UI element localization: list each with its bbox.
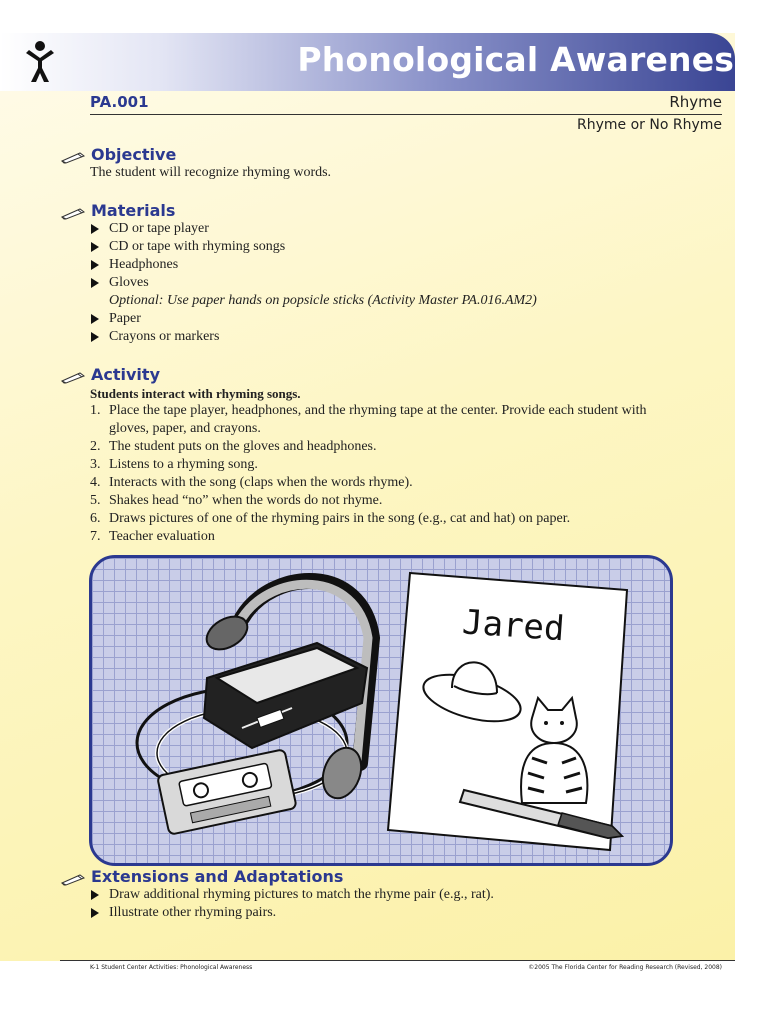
triangle-bullet-icon (91, 260, 99, 270)
cassette-icon (157, 749, 297, 835)
footer-left-text: K-1 Student Center Activities: Phonological Awareness (90, 964, 253, 971)
activity-intro: Students interact with rhyming songs. (90, 386, 301, 401)
activity-illustration (89, 555, 673, 866)
list-item: CD or tape with rhyming songs (90, 238, 537, 256)
list-item: Gloves (90, 274, 537, 292)
tape-player-icon (204, 643, 367, 748)
code-row (90, 92, 722, 115)
optional-note: Optional: Use paper hands on popsicle sticks (Activity Master PA.016.AM2) (109, 293, 537, 308)
materials-heading (60, 200, 175, 220)
materials-title: Materials (91, 200, 176, 220)
pencil-icon (60, 370, 88, 384)
list-item: Draw additional rhyming pictures to match the rhyme pair (e.g., rat). (90, 886, 494, 904)
person-icon (22, 40, 58, 84)
pencil-icon (60, 150, 88, 164)
subtopic-label: Rhyme or No Rhyme (577, 117, 722, 133)
step-item: 5. Shakes head “no” when the words do not rhyme. (90, 493, 383, 508)
triangle-bullet-icon (91, 332, 99, 342)
list-item: Paper (90, 310, 537, 328)
extensions-heading (60, 866, 343, 886)
footer-right-text: ©2005 The Florida Center for Reading Research (Revised, 2008) (528, 964, 722, 971)
step-item: 4. Interacts with the song (claps when the words rhyme). (90, 475, 413, 490)
objective-heading (60, 144, 176, 164)
page-title: Phonological Awareness (297, 40, 754, 79)
step-item: 3. Listens to a rhyming song. (90, 457, 258, 472)
materials-list (90, 220, 537, 346)
objective-title: Objective (91, 144, 177, 164)
list-item: Crayons or markers (90, 328, 537, 346)
triangle-bullet-icon (91, 242, 99, 252)
triangle-bullet-icon (91, 224, 99, 234)
activity-steps (90, 402, 650, 546)
objective-text: The student will recognize rhyming words. (90, 165, 332, 180)
list-item: Illustrate other rhyming pairs. (90, 904, 494, 922)
triangle-bullet-icon (91, 890, 99, 900)
activity-code: PA.001 (90, 93, 149, 111)
activity-heading (60, 364, 160, 384)
extensions-list (90, 886, 494, 922)
paper-name-label: Jared (460, 602, 566, 650)
step-item: 1. Place the tape player, headphones, and the rhyming tape at the center. Provide each student with gloves, paper, and crayons. (90, 403, 647, 436)
list-item: CD or tape player (90, 220, 537, 238)
pencil-icon (60, 206, 88, 220)
triangle-bullet-icon (91, 278, 99, 288)
list-item: Headphones (90, 256, 537, 274)
triangle-bullet-icon (91, 908, 99, 918)
topic-label: Rhyme (669, 93, 722, 111)
step-item: 2. The student puts on the gloves and headphones. (90, 439, 377, 454)
activity-title: Activity (91, 364, 160, 384)
extensions-title: Extensions and Adaptations (91, 866, 344, 886)
step-item: 6. Draws pictures of one of the rhyming pairs in the song (e.g., cat and hat) on paper. (90, 511, 571, 526)
pencil-icon (60, 872, 88, 886)
triangle-bullet-icon (91, 314, 99, 324)
footer-divider (60, 960, 735, 961)
step-item: 7. Teacher evaluation (90, 529, 215, 544)
illustration-drawing (92, 558, 670, 863)
